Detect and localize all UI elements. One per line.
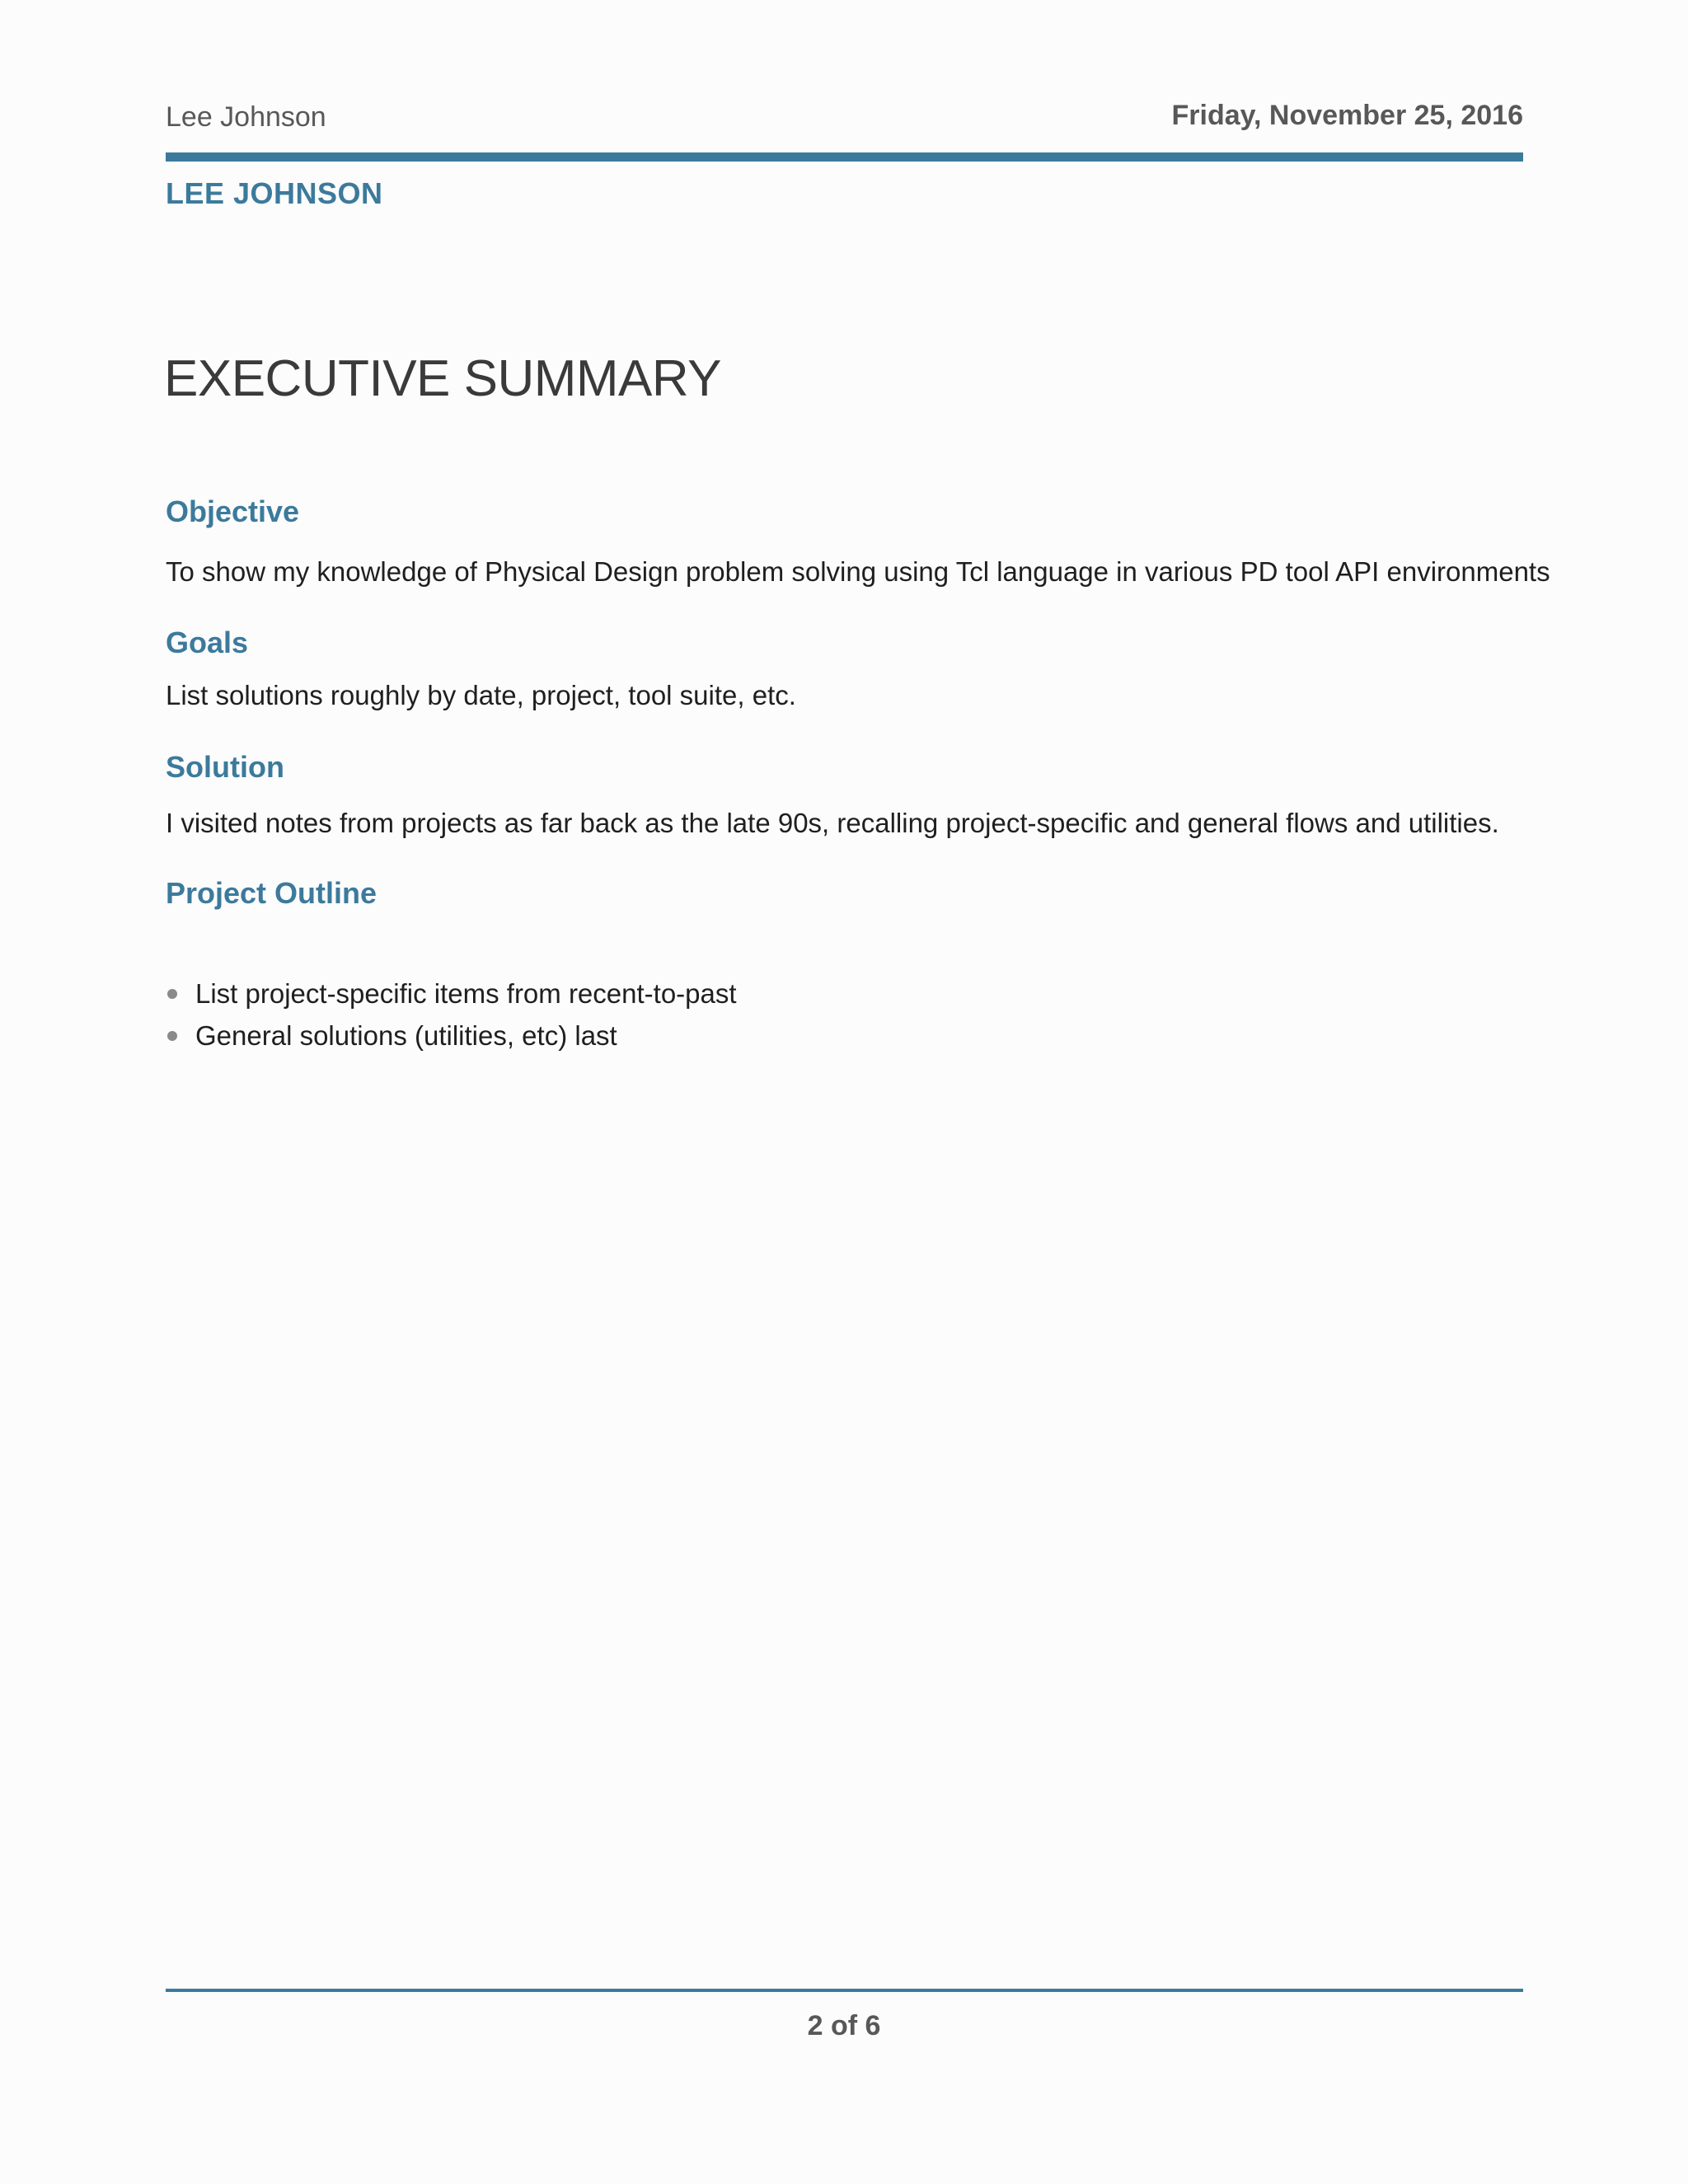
objective-text: To show my knowledge of Physical Design problem solving using Tcl language in various PD tool API environments — [166, 556, 1550, 587]
list-item — [166, 972, 737, 1015]
page-title: EXECUTIVE SUMMARY — [164, 350, 721, 407]
list-item-text: List project-specific items from recent-to-past — [195, 978, 737, 1009]
list-item — [166, 1015, 737, 1057]
header-rule — [166, 152, 1523, 162]
solution-heading: Solution — [166, 750, 284, 784]
goals-heading: Goals — [166, 626, 249, 659]
bullet-icon — [167, 1031, 177, 1041]
goals-text: List solutions roughly by date, project, tool suite, etc. — [166, 680, 796, 710]
objective-heading: Objective — [166, 494, 300, 528]
footer-rule — [166, 1989, 1523, 1992]
list-item-text: General solutions (utilities, etc) last — [195, 1020, 617, 1051]
header-date: Friday, November 25, 2016 — [1171, 100, 1523, 131]
project-outline-list — [166, 972, 737, 1057]
project-outline-heading: Project Outline — [166, 876, 377, 910]
solution-text: I visited notes from projects as far back as the late 90s, recalling project-specific and general flows and utilities. — [166, 808, 1499, 838]
page-number: 2 of 6 — [807, 2010, 881, 2041]
document-name: LEE JOHNSON — [166, 176, 383, 210]
bullet-icon — [167, 989, 177, 999]
header-author: Lee Johnson — [166, 101, 326, 133]
